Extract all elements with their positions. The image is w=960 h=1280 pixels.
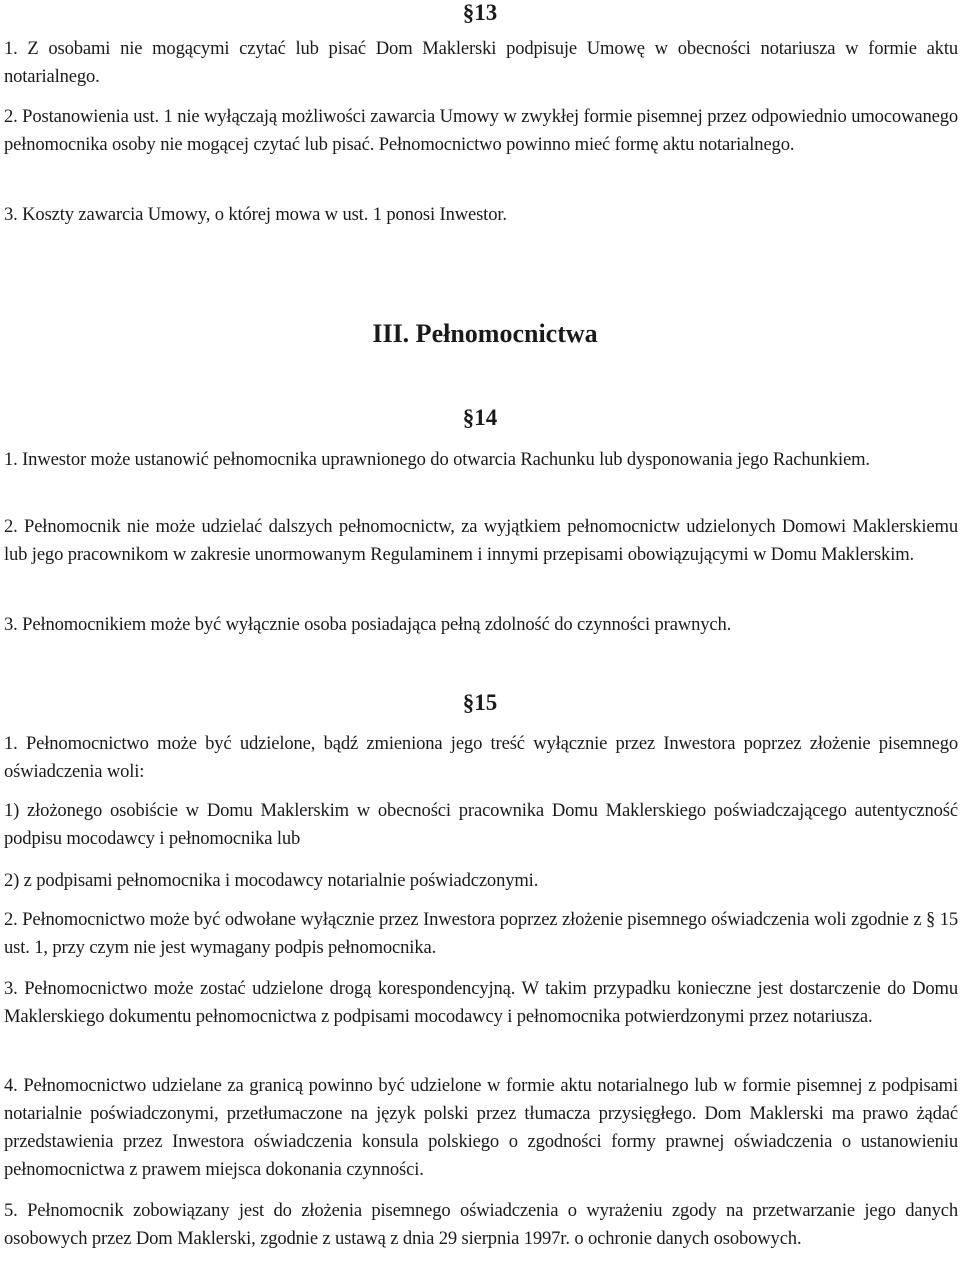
section-15-item-1: 1) złożonego osobiście w Domu Maklerskim w obecności pracownika Domu Maklerskiego poświadczającego autentyczność podpisu mocodawcy i pełnomocnika lub — [4, 800, 958, 849]
section-15-paragraph-1: 1. Pełnomocnictwo może być udzielone, bądź zmieniona jego treść wyłącznie przez Inwestora poprzez złożenie pisemnego oświadczenia woli: — [4, 733, 958, 782]
section-14-paragraph-1: 1. Inwestor może ustanowić pełnomocnika uprawnionego do otwarcia Rachunku lub dysponowania jego Rachunkiem. — [4, 449, 870, 470]
section-14-paragraph-3: 3. Pełnomocnikiem może być wyłącznie osoba posiadająca pełną zdolność do czynności prawnych. — [4, 614, 732, 635]
section-15-paragraph-3: 3. Pełnomocnictwo może zostać udzielone drogą korespondencyjną. W takim przypadku konieczne jest dostarczenie do Domu Maklerskiego dokumentu pełnomocnictwa z podpisami mocodawcy i pełnomocnika potwierdzonymi przez notariusza. — [4, 978, 958, 1027]
section-14-paragraph-2: 2. Pełnomocnik nie może udzielać dalszych pełnomocnictw, za wyjątkiem pełnomocnictw udzielonych Domowi Maklerskiemu lub jego pracownikom w zakresie unormowanym Regulaminem i innymi przepisami obowiązującymi w Domu Maklerskim. — [4, 516, 958, 565]
section-14-heading: §14 — [462, 405, 498, 430]
section-15-paragraph-5: 5. Pełnomocnik zobowiązany jest do złożenia pisemnego oświadczenia o wyrażeniu zgody na przetwarzanie jego danych osobowych przez Dom Maklerski, zgodnie z ustawą z dnia 29 sierpnia 1997r. o ochronie danych osobowych. — [4, 1200, 958, 1249]
section-13-paragraph-3: 3. Koszty zawarcia Umowy, o której mowa w ust. 1 ponosi Inwestor. — [4, 204, 507, 225]
section-13-heading: §13 — [462, 0, 498, 25]
section-15-paragraph-4: 4. Pełnomocnictwo udzielane za granicą powinno być udzielone w formie aktu notarialnego lub w formie pisemnej z podpisami notarialnie poświadczonymi, przetłumaczone na język polski przez tłumacza przysięgłego. Dom Maklerski ma prawo żądać przedstawienia przez Inwestora oświadczenia konsula polskiego o zgodności formy prawnej oświadczenia o ustanowieniu pełnomocnictwa z prawem miejsca dokonania czynności. — [4, 1075, 958, 1180]
section-15-paragraph-2: 2. Pełnomocnictwo może być odwołane wyłącznie przez Inwestora poprzez złożenie pisemnego oświadczenia woli zgodnie z § 15 ust. 1, przy czym nie jest wymagany podpis pełnomocnika. — [4, 909, 958, 958]
section-15-item-2: 2) z podpisami pełnomocnika i mocodawcy notarialnie poświadczonymi. — [4, 870, 539, 891]
section-13-paragraph-2: 2. Postanowienia ust. 1 nie wyłączają możliwości zawarcia Umowy w zwykłej formie pisemnej przez odpowiednio umocowanego pełnomocnika osoby nie mogącej czytać lub pisać. Pełnomocnictwo powinno mieć formę aktu notarialnego. — [4, 106, 958, 155]
chapter-title: III. Pełnomocnictwa — [372, 319, 598, 348]
section-13-paragraph-1: 1. Z osobami nie mogącymi czytać lub pisać Dom Maklerski podpisuje Umowę w obecności notariusza w formie aktu notarialnego. — [4, 38, 958, 87]
section-15-heading: §15 — [462, 690, 498, 715]
